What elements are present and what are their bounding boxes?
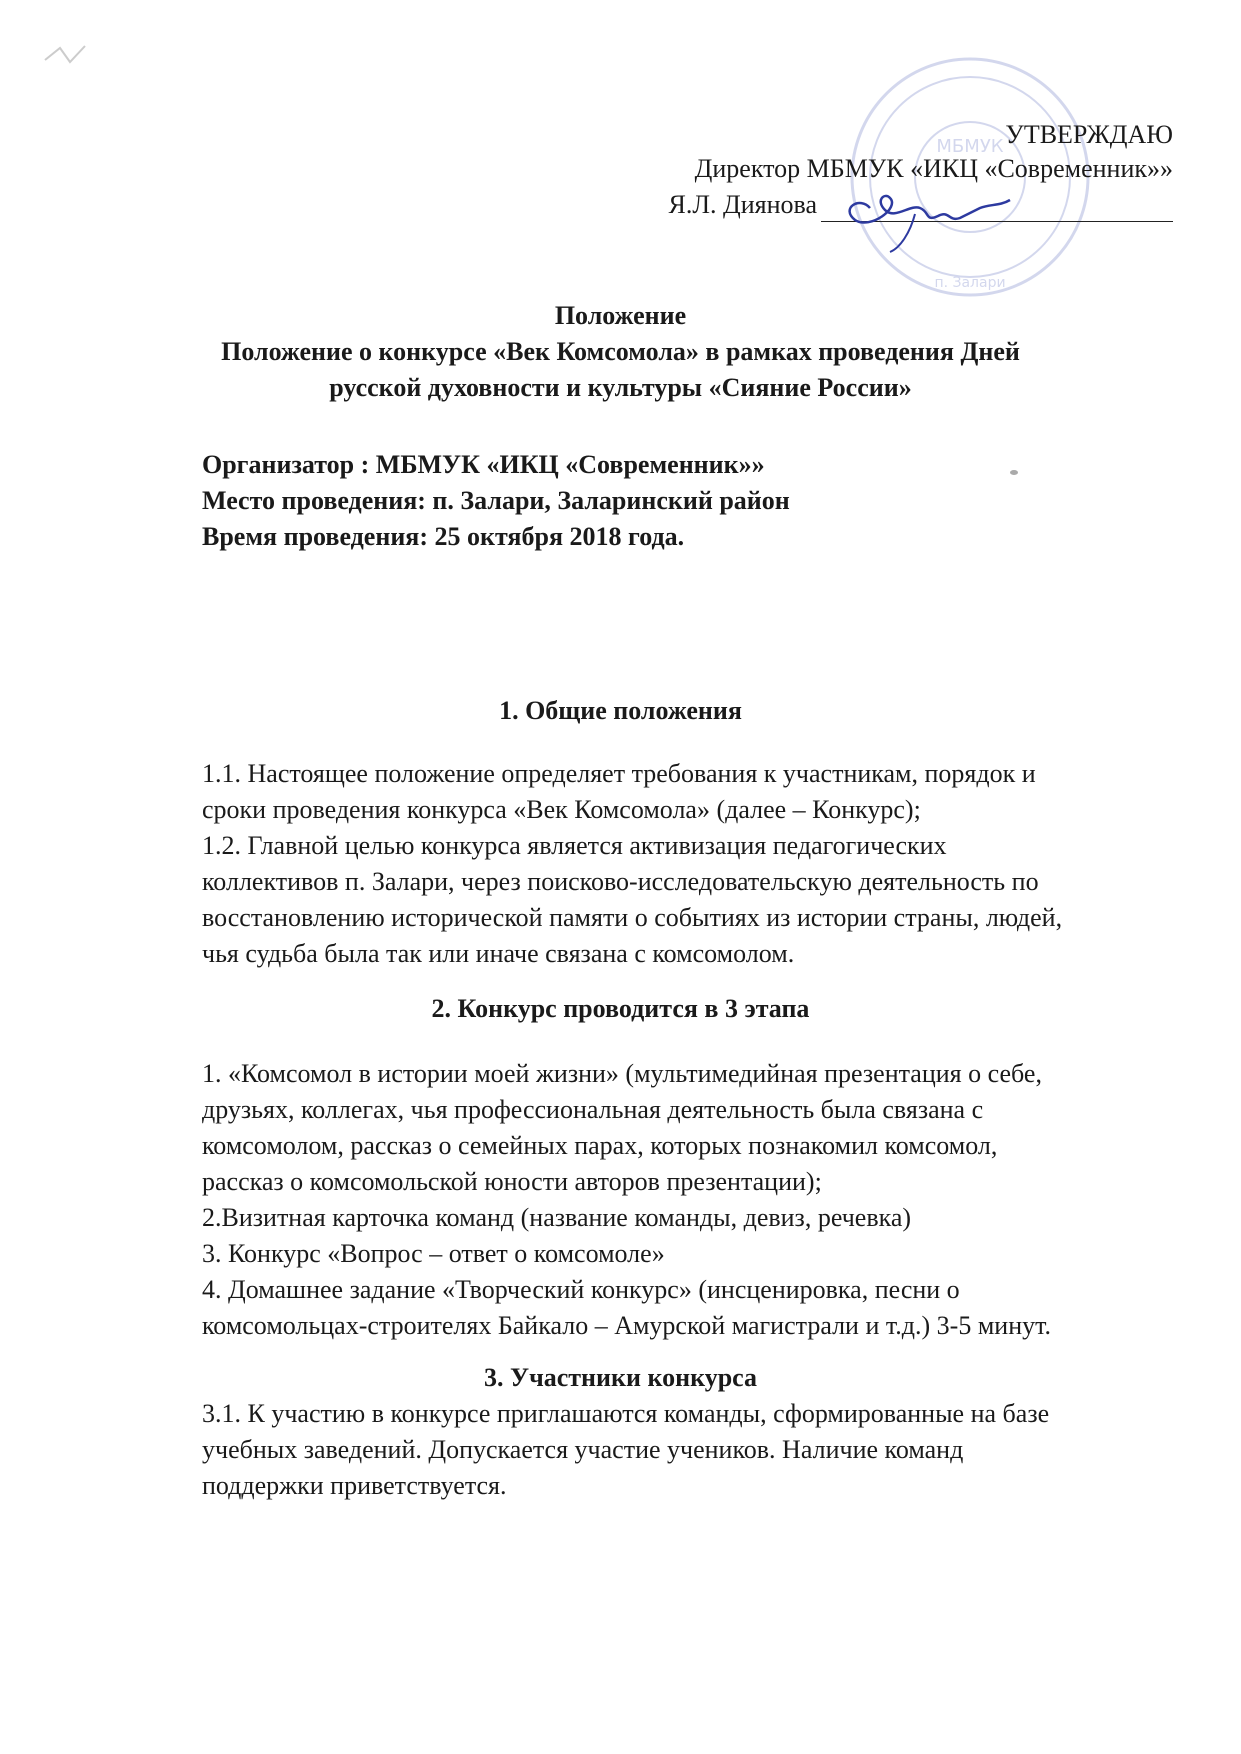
- text-line: коллективов п. Залари, через поисково-исследовательскую деятельность по: [202, 867, 1039, 896]
- section-1-body: [202, 756, 1182, 972]
- meta-organizer: Организатор : МБМУК «ИКЦ «Современник»»: [202, 450, 765, 479]
- text-line: 4. Домашнее задание «Творческий конкурс» (инсценировка, песни о: [202, 1275, 960, 1304]
- title-line-1: Положение: [554, 301, 687, 330]
- section-2-heading: 2. Конкурс проводится в 3 этапа: [431, 994, 810, 1023]
- text-line: учебных заведений. Допускается участие учеников. Наличие команд: [202, 1435, 964, 1464]
- section-3-body: [202, 1396, 1182, 1504]
- event-meta: [202, 447, 790, 555]
- title-line-2: Положение о конкурсе «Век Комсомола» в рамках проведения Дней: [221, 337, 1020, 366]
- svg-text:МБМУК: МБМУК: [936, 136, 1004, 157]
- text-line: восстановлению исторической памяти о событиях из истории страны, людей,: [202, 903, 1063, 932]
- document-title: [0, 298, 1241, 406]
- meta-place: Место проведения: п. Залари, Заларинский район: [202, 486, 790, 515]
- handwritten-signature: [830, 178, 1030, 258]
- scan-mark: [40, 40, 110, 70]
- approval-block: [573, 118, 1173, 219]
- text-line: рассказ о комсомольской юности авторов презентации);: [202, 1167, 822, 1196]
- text-line: 1. «Комсомол в истории моей жизни» (мультимедийная презентация о себе,: [202, 1059, 1042, 1088]
- text-line: 3. Конкурс «Вопрос – ответ о комсомоле»: [202, 1239, 665, 1268]
- text-line: комсомолом, рассказ о семейных парах, которых познакомил комсомол,: [202, 1131, 998, 1160]
- text-line: комсомольцах-строителях Байкало – Амурской магистрали и т.д.) 3-5 минут.: [202, 1311, 1052, 1340]
- meta-time: Время проведения: 25 октября 2018 года.: [202, 522, 685, 551]
- text-line: друзьях, коллегах, чья профессиональная деятельность была связана с: [202, 1095, 984, 1124]
- approval-heading: УТВЕРЖДАЮ: [1005, 120, 1173, 149]
- section-2-body: [202, 1056, 1182, 1344]
- scan-speck: [1010, 470, 1018, 475]
- text-line: поддержки приветствуется.: [202, 1471, 507, 1500]
- title-line-3: русской духовности и культуры «Сияние России»: [329, 373, 912, 402]
- text-line: 3.1. К участию в конкурсе приглашаются команды, сформированные на базе: [202, 1399, 1050, 1428]
- text-line: 1.1. Настоящее положение определяет требования к участникам, порядок и: [202, 759, 1036, 788]
- approval-director: Директор МБМУК «ИКЦ «Современник»»: [694, 154, 1173, 183]
- approval-name: Я.Л. Диянова: [668, 190, 817, 219]
- section-3-heading: 3. Участники конкурса: [483, 1363, 758, 1392]
- text-line: сроки проведения конкурса «Век Комсомола» (далее – Конкурс);: [202, 795, 921, 824]
- text-line: 2.Визитная карточка команд (название команды, девиз, речевка): [202, 1203, 912, 1232]
- text-line: чья судьба была так или иначе связана с комсомолом.: [202, 939, 795, 968]
- svg-text:п. Залари: п. Залари: [934, 275, 1006, 291]
- section-1-heading: 1. Общие положения: [499, 696, 742, 725]
- text-line: 1.2. Главной целью конкурса является активизация педагогических: [202, 831, 947, 860]
